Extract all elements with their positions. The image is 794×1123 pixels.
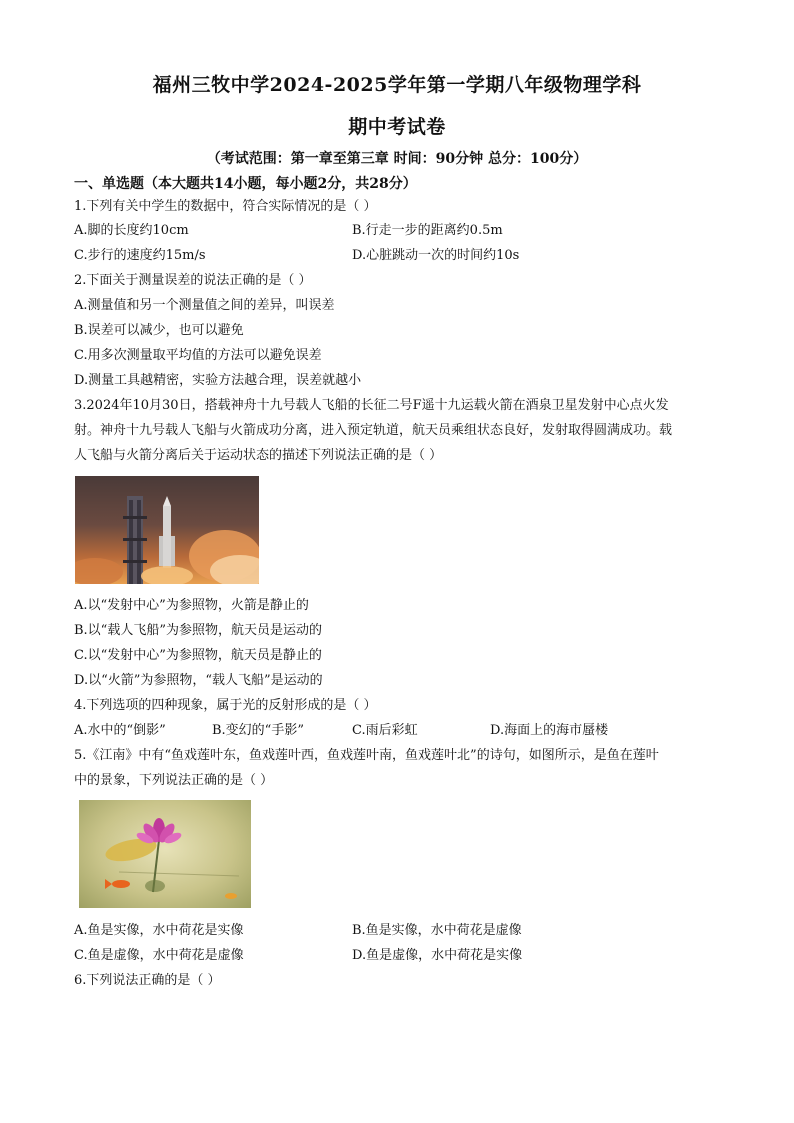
question-6-stem: 6.下列说法正确的是（ ）: [74, 973, 221, 988]
lotus-fish-drawing: [79, 800, 251, 908]
lotus-fish-photo-icon: [79, 800, 251, 908]
rocket-launch-drawing: [75, 476, 259, 584]
question-5-stem-line-1: 5.《江南》中有“鱼戏莲叶东，鱼戏莲叶西，鱼戏莲叶南，鱼戏莲叶北”的诗句，如图所示，是鱼在莲叶: [74, 748, 659, 763]
question-4-option-b: B.变幻的“手影”: [212, 723, 304, 738]
question-2-option-d: D.测量工具越精密，实验方法越合理，误差就越小: [74, 373, 362, 388]
question-2-stem: 2.下面关于测量误差的说法正确的是（ ）: [74, 273, 312, 288]
question-4-option-a: A.水中的“倒影”: [74, 723, 166, 738]
question-5-option-d: D.鱼是虚像，水中荷花是实像: [352, 948, 523, 963]
question-2-option-b: B.误差可以减少，也可以避免: [74, 323, 244, 338]
question-3-stem-line-3: 人飞船与火箭分离后关于运动状态的描述下列说法正确的是（ ）: [74, 448, 443, 463]
question-1-option-b: B.行走一步的距离约0.5m: [352, 223, 503, 238]
question-1-option-a: A.脚的长度约10cm: [74, 223, 189, 238]
exam-info: （考试范围：第一章至第三章 时间：90分钟 总分：100分）: [206, 151, 588, 167]
question-5-option-b: B.鱼是实像，水中荷花是虚像: [352, 923, 522, 938]
question-3-stem-line-1: 3.2024年10月30日，搭载神舟十九号载人飞船的长征二号F遥十九运载火箭在酒泉卫星发射中心点火发: [74, 398, 669, 413]
question-3-stem-line-2: 射。神舟十九号载人飞船与火箭成功分离，进入预定轨道，航天员乘组状态良好，发射取得圆满成功。载: [74, 423, 673, 438]
question-1-option-c: C.步行的速度约15m/s: [74, 248, 206, 263]
question-4-option-c: C.雨后彩虹: [352, 723, 418, 738]
question-5-option-a: A.鱼是实像，水中荷花是实像: [74, 923, 244, 938]
exam-title: 福州三牧中学2024-2025学年第一学期八年级物理学科: [152, 74, 642, 96]
question-3-option-b: B.以“载人飞船”为参照物，航天员是运动的: [74, 623, 322, 638]
question-3-option-d: D.以“火箭”为参照物，“载人飞船”是运动的: [74, 673, 323, 688]
question-5-option-c: C.鱼是虚像，水中荷花是虚像: [74, 948, 244, 963]
question-1-option-d: D.心脏跳动一次的时间约10s: [352, 248, 520, 263]
section-heading: 一、单选题（本大题共14小题，每小题2分，共28分）: [74, 176, 417, 192]
question-3-option-c: C.以“发射中心”为参照物，航天员是静止的: [74, 648, 322, 663]
question-2-option-a: A.测量值和另一个测量值之间的差异，叫误差: [74, 298, 335, 313]
question-4-option-d: D.海面上的海市蜃楼: [490, 723, 609, 738]
question-1-stem: 1.下列有关中学生的数据中，符合实际情况的是（ ）: [74, 199, 377, 214]
exam-subtitle: 期中考试卷: [348, 116, 446, 138]
question-4-stem: 4.下列选项的四种现象，属于光的反射形成的是（ ）: [74, 698, 377, 713]
question-3-option-a: A.以“发射中心”为参照物，火箭是静止的: [74, 598, 309, 613]
question-5-stem-line-2: 中的景象，下列说法正确的是（ ）: [74, 773, 274, 788]
question-2-option-c: C.用多次测量取平均值的方法可以避免误差: [74, 348, 322, 363]
rocket-launch-photo-icon: [75, 476, 259, 584]
